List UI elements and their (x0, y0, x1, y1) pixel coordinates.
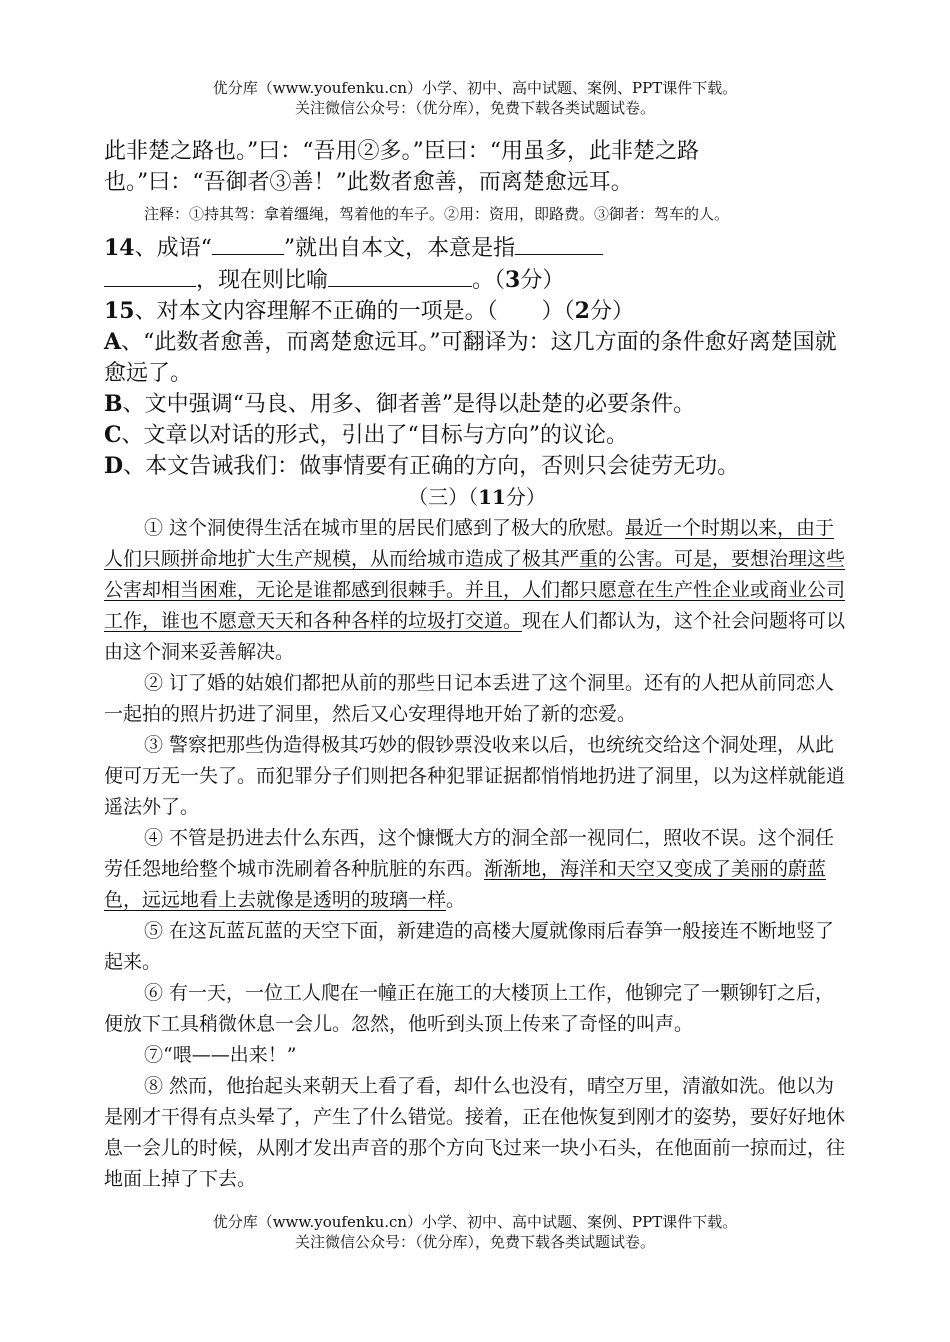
paragraph-8: ⑧ 然而，他抬起头来朝天上看了看，却什么也没有，晴空万里，清澈如洗。他以为是刚才干得有点头晕了，产生了什么错觉。接着，正在他恢复到刚才的姿势，要好好地休息一会儿的时候，从刚才发出声音的那个方向飞过来一块小石头，在他面前一掠而过，往地面上掉了下去。 (104, 1075, 846, 1190)
page-footer (0, 1212, 950, 1252)
footer-line-1: 优分库（www.youfenku.cn）小学、初中、高中试题、案例、PPT课件下载。 (212, 1213, 738, 1231)
q14-text-5: 分） (520, 268, 565, 293)
q15-option-c[interactable] (104, 420, 850, 451)
p1-text-b: 现在人们都认为，这个社会问题将可以由这个洞来妥善解决。 (104, 610, 846, 663)
q14-text-2: ”就出自本文，本意是指 (283, 236, 516, 261)
option-letter: C (104, 422, 122, 448)
header-line-2: 关注微信公众号：（优分库），免费下载各类试题试卷。 (294, 99, 655, 117)
paragraph-2: ② 订了婚的姑娘们都把从前的那些日记本丢进了这个洞里。还有的人把从前同恋人一起拍的照片扔进了洞里，然后又心安理得地开始了新的恋爱。 (104, 672, 835, 725)
q15-text-tail: 分） (589, 299, 634, 324)
paragraph-1 (104, 513, 850, 668)
page-header (0, 78, 950, 118)
q15-option-b[interactable] (104, 389, 850, 420)
option-letter: A (104, 329, 122, 355)
q14-text-1: 、成语“ (134, 236, 212, 261)
q14-blank-meaning[interactable] (515, 232, 603, 255)
q15-text: 、对本文内容理解不正确的一项是。（ ）（ (134, 299, 575, 324)
q15-score: 2 (574, 298, 590, 324)
option-letter: D (104, 453, 124, 479)
paragraph-6: ⑥ 有一天，一位工人爬在一幢正在施工的大楼顶上工作，他铆完了一颗铆钉之后，便放下工具稍微休息一会儿。忽然，他听到头顶上传来了奇怪的叫声。 (104, 982, 835, 1035)
q14-text-3: ，现在则比喻 (196, 268, 329, 293)
main-content (104, 136, 850, 1195)
section-score: 11 (478, 485, 506, 509)
section-title-b: 分） (505, 485, 546, 509)
question-15 (104, 296, 850, 327)
q15-option-a[interactable] (104, 327, 850, 389)
option-text: 、文中强调“马良、用多、御者善”是得以赴楚的必要条件。 (122, 392, 696, 417)
annotation: 注释：①持其驾：拿着缰绳，驾着他的车子。②用：资用，即路费。③御者：驾车的人。 (144, 205, 730, 223)
section-title-a: （三）（ (408, 485, 479, 509)
paragraph-7: ⑦“喂——出来！” (144, 1044, 297, 1066)
footer-line-2: 关注微信公众号：（优分库），免费下载各类试题试卷。 (294, 1233, 655, 1251)
q15-option-d[interactable] (104, 451, 850, 482)
q15-number: 15 (104, 298, 135, 324)
question-14 (104, 232, 850, 296)
p1-underlined: 最近一个时期以来，由于人们只顾拼命地扩大生产规模，从而给城市造成了极其严重的公害。可是，要想治理这些公害却相当困难，无论是谁都感到很棘手。并且，人们都只愿意在生产性企业或商业公司工作，谁也不愿意天天和各种各样的垃圾打交道。 (104, 517, 846, 632)
passage-end-line-1: 此非楚之路也。”曰：“吾用②多。”臣曰：“用虽多，此非楚之路 (104, 139, 699, 164)
p4-text-a: ④ 不管是扔进去什么东西，这个慷慨大方的洞全部一视同仁，照收不误。这个洞任劳任怨地给整个城市洗刷着各种肮脏的东西。 (104, 827, 835, 880)
p4-text-b: 。 (446, 889, 466, 911)
q14-blank-metaphor[interactable] (328, 264, 472, 287)
q14-blank-meaning-cont[interactable] (104, 264, 196, 287)
q14-number: 14 (104, 235, 135, 261)
section-3-title (104, 482, 850, 513)
option-text: 、文章以对话的形式，引出了“目标与方向”的议论。 (121, 423, 629, 448)
p4-underlined: 渐渐地，海洋和天空又变成了美丽的蔚蓝色，远远地看上去就像是透明的玻璃一样 (104, 858, 827, 911)
q14-score: 3 (505, 267, 521, 293)
p1-text-a: ① 这个洞使得生活在城市里的居民们感到了极大的欣慰。 (144, 517, 626, 539)
q14-text-4: 。（ (472, 268, 506, 293)
option-letter: B (104, 391, 123, 417)
passage-end-line-2: 也。”曰：“吾御者③善！”此数者愈善，而离楚愈远耳。 (104, 170, 633, 195)
header-line-1: 优分库（www.youfenku.cn）小学、初中、高中试题、案例、PPT课件下载。 (212, 79, 738, 97)
option-text: 、本文告诫我们：做事情要有正确的方向，否则只会徒劳无功。 (123, 454, 740, 479)
paragraph-4 (104, 823, 850, 916)
q14-blank-idiom[interactable] (212, 232, 284, 255)
option-text: 、“此数者愈善，而离楚愈远耳。”可翻译为：这几方面的条件愈好离楚国就愈远了。 (104, 330, 837, 386)
paragraph-3: ③ 警察把那些伪造得极其巧妙的假钞票没收来以后，也统统交给这个洞处理，从此便可万无一失了。而犯罪分子们则把各种犯罪证据都悄悄地扔进了洞里，以为这样就能逍遥法外了。 (104, 734, 846, 818)
paragraph-5: ⑤ 在这瓦蓝瓦蓝的天空下面，新建造的高楼大厦就像雨后春笋一般接连不断地竖了起来。 (104, 920, 835, 973)
